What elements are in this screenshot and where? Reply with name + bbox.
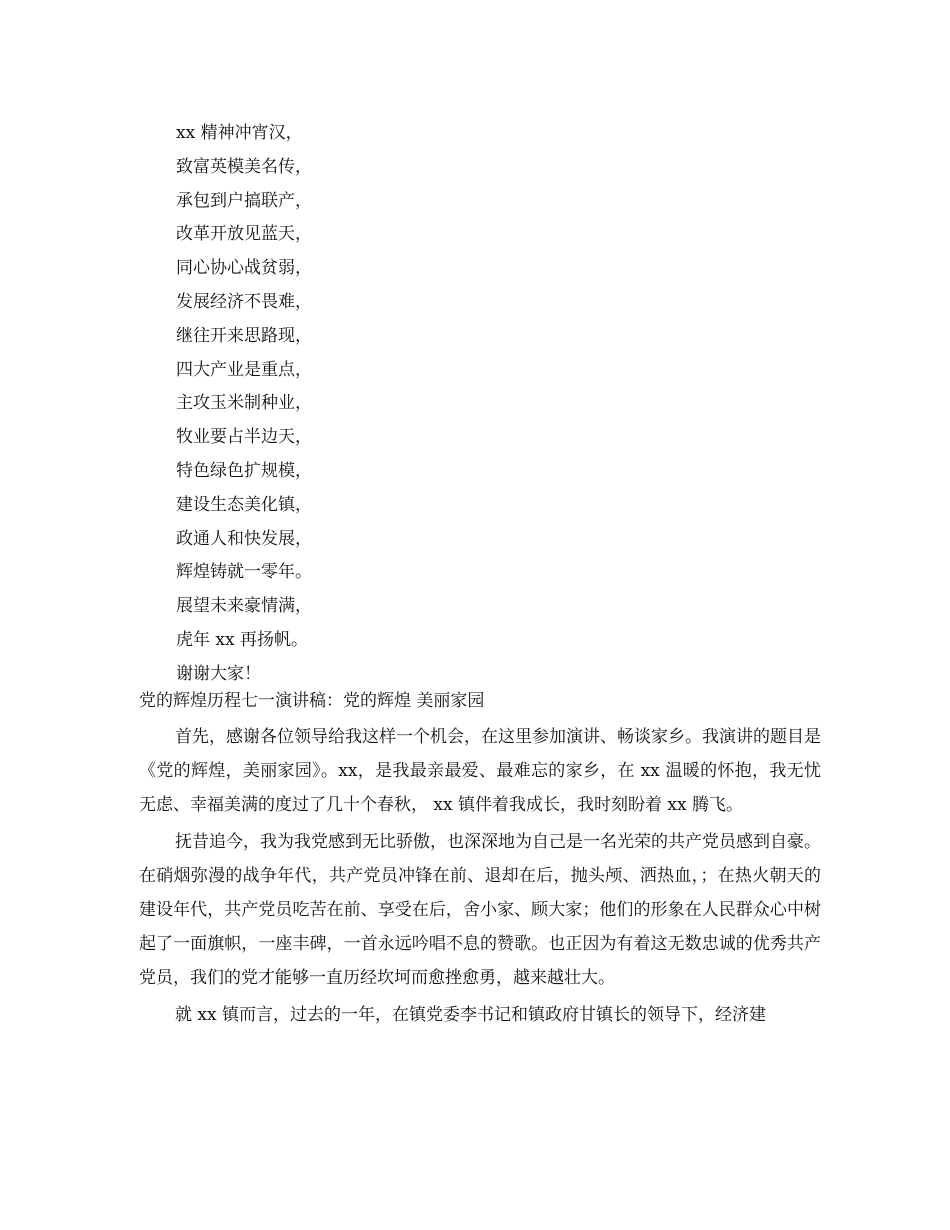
poem-line: 展望未来豪情满， <box>176 596 312 617</box>
poem-line: 四大产业是重点， <box>176 359 312 380</box>
paragraph-town: 就 xx 镇而言，过去的一年，在镇党委李书记和镇政府甘镇长的领导下，经济建 <box>175 1005 766 1025</box>
poem-line: xx 精神冲宵汉， <box>176 123 303 143</box>
poem-line: 致富英模美名传， <box>176 156 312 177</box>
paragraph-intro: 首先，感谢各位领导给我这样一个机会，在这里参加演讲、畅谈家乡。我演讲的题目是《党的辉煌，美丽家园》。xx，是我最亲最爱、最难忘的家乡，在 xx 温暖的怀抱，我无忧无虑、幸福美满的度过了几十个春秋， xx 镇伴着我成长，我时刻盼着 xx 腾飞。 <box>139 727 821 815</box>
closing-thanks: 谢谢大家！ <box>176 663 261 684</box>
poem-line: 继往开来思路现， <box>176 325 312 346</box>
poem-line: 特色绿色扩规模， <box>176 460 312 481</box>
speech-body <box>139 720 821 1035</box>
poem-line: 建设生态美化镇， <box>176 494 312 515</box>
poem-line: 政通人和快发展， <box>176 528 312 549</box>
section-heading: 党的辉煌历程七一演讲稿：党的辉煌 美丽家园 <box>139 691 485 711</box>
poem-line: 发展经济不畏难， <box>176 291 312 312</box>
poem-line: 同心协心战贫弱， <box>176 258 312 279</box>
poem-line: 牧业要占半边天， <box>176 427 312 448</box>
poem-line: 主攻玉米制种业， <box>176 393 312 414</box>
poem-line: 承包到户搞联产， <box>176 190 312 211</box>
poem-line: 虎年 xx 再扬帆。 <box>176 629 308 650</box>
poem-line: 辉煌铸就一零年。 <box>176 562 312 583</box>
poem-line: 改革开放见蓝天， <box>176 224 312 245</box>
paragraph-history: 抚昔追今，我为我党感到无比骄傲，也深深地为自己是一名光荣的共产党员感到自豪。在硝烟弥漫的战争年代，共产党员冲锋在前、退却在后，抛头颅、洒热血，；在热火朝天的建设年代，共产党员吃苦在前、享受在后，舍小家、顾大家；他们的形象在人民群众心中树起了一面旗帜，一座丰碑，一首永远吟唱不息的赞歌。也正因为有着这无数忠诚的优秀共产党员，我们的党才能够一直历经坎坷而愈挫愈勇，越来越壮大。 <box>139 832 821 988</box>
poem-verses <box>176 117 312 692</box>
